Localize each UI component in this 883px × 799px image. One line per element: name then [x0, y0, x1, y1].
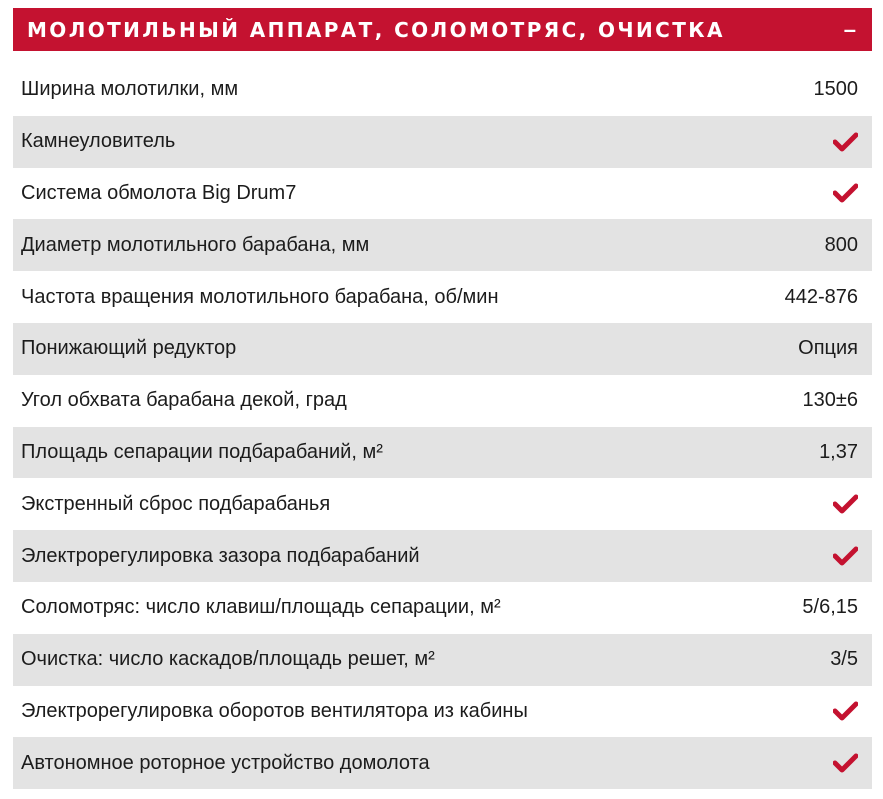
checkmark-icon: [833, 132, 858, 152]
row-value: 442-876: [784, 285, 858, 308]
section-header[interactable]: [13, 8, 872, 51]
row-value: 1500: [813, 78, 858, 101]
row-label: Диаметр молотильного барабана, мм: [21, 233, 370, 256]
row-value: 5/6,15: [802, 596, 858, 619]
table-row: [13, 323, 872, 375]
row-label: Понижающий редуктор: [21, 337, 237, 360]
table-row: [13, 64, 872, 116]
row-label: Угол обхвата барабана декой, град: [21, 389, 347, 412]
table-row: [13, 168, 872, 220]
row-label: Соломотряс: число клавиш/площадь сепарации, м²: [21, 596, 501, 619]
row-label: Частота вращения молотильного барабана, об/мин: [21, 285, 499, 308]
row-value: 1,37: [819, 440, 858, 463]
section-title: МОЛОТИЛЬНЫЙ АППАРАТ, СОЛОМОТРЯС, ОЧИСТКА: [27, 17, 725, 42]
row-value: Опция: [798, 337, 858, 360]
table-row: [13, 271, 872, 323]
table-row: [13, 116, 872, 168]
spec-table: [13, 8, 872, 789]
table-row: [13, 427, 872, 479]
row-label: Очистка: число каскадов/площадь решет, м²: [21, 648, 435, 671]
row-label: Автономное роторное устройство домолота: [21, 751, 430, 774]
checkmark-icon: [833, 494, 858, 514]
checkmark-icon: [833, 183, 858, 203]
row-label: Система обмолота Big Drum7: [21, 181, 297, 204]
row-label: Электрорегулировка оборотов вентилятора из кабины: [21, 699, 528, 722]
collapse-icon[interactable]: –: [843, 16, 856, 42]
table-row: [13, 478, 872, 530]
table-row: [13, 530, 872, 582]
table-row: [13, 582, 872, 634]
row-label: Ширина молотилки, мм: [21, 78, 239, 101]
row-label: Экстренный сброс подбарабанья: [21, 492, 331, 515]
row-label: Площадь сепарации подбарабаний, м²: [21, 440, 383, 463]
checkmark-icon: [833, 546, 858, 566]
row-label: Электрорегулировка зазора подбарабаний: [21, 544, 420, 567]
row-value: 130±6: [802, 389, 858, 412]
spec-rows: [13, 64, 872, 789]
table-row: [13, 737, 872, 789]
checkmark-icon: [833, 753, 858, 773]
row-label: Камнеуловитель: [21, 130, 176, 153]
table-row: [13, 219, 872, 271]
row-value: 800: [824, 233, 858, 256]
table-row: [13, 686, 872, 738]
checkmark-icon: [833, 701, 858, 721]
row-value: 3/5: [830, 648, 858, 671]
table-row: [13, 375, 872, 427]
table-row: [13, 634, 872, 686]
